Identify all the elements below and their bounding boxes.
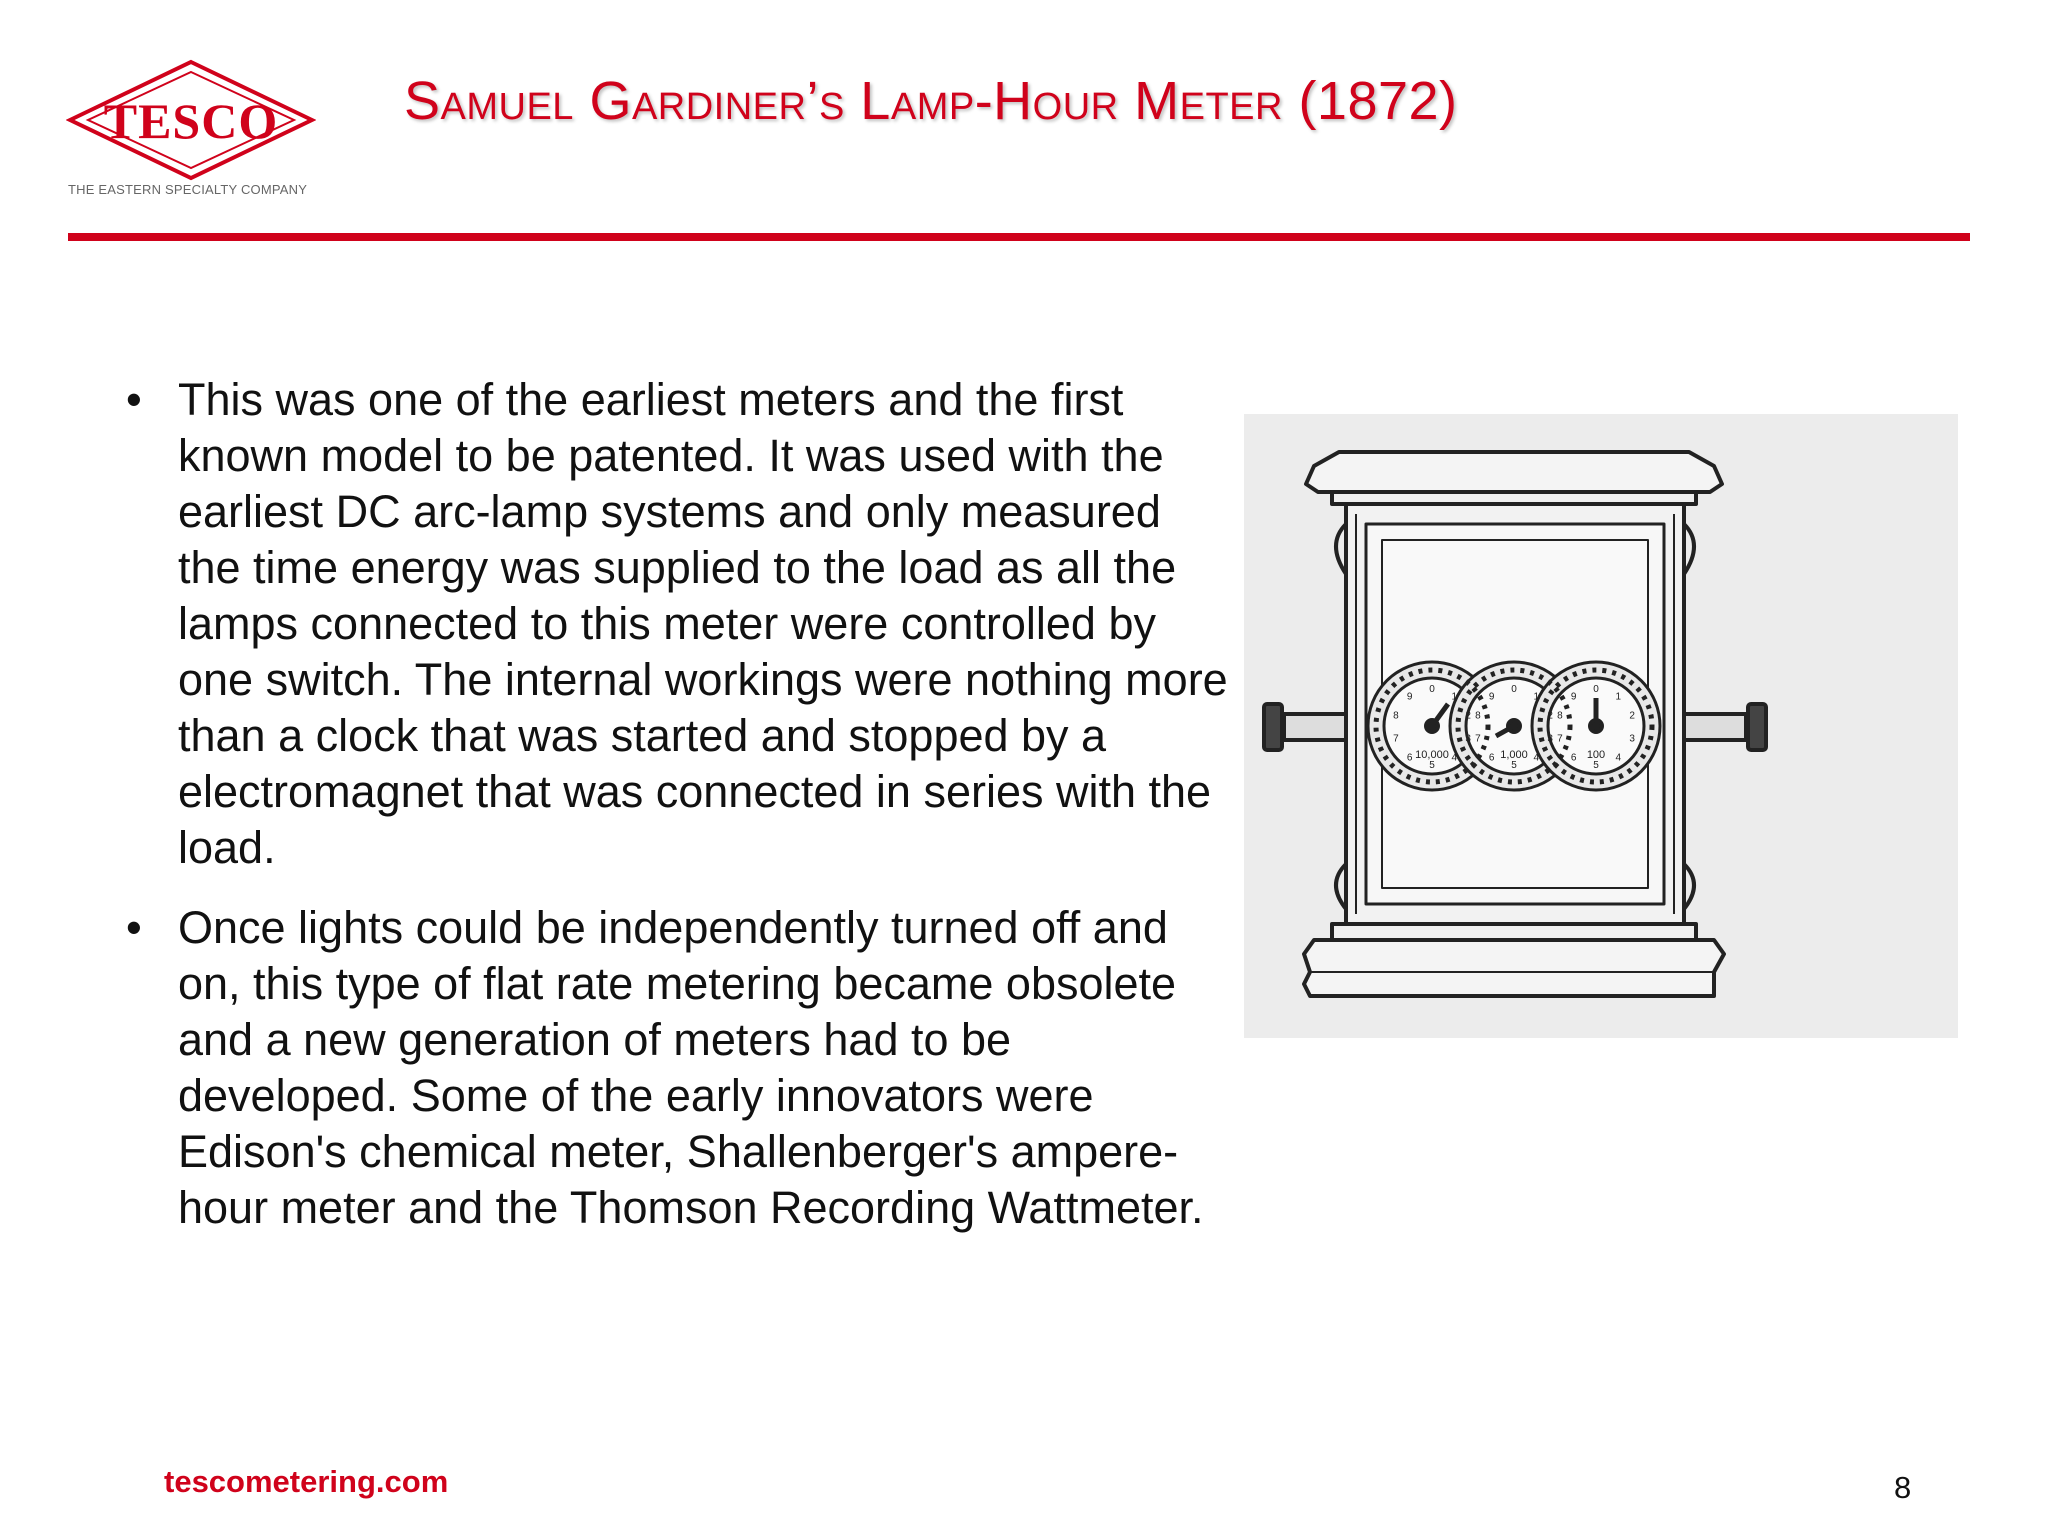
- dial-numeral: 9: [1570, 691, 1577, 703]
- dial-numeral: 7: [1475, 733, 1481, 745]
- bullet-text: Once lights could be independently turned off and on, this type of flat rate metering became obsolete and a new generation of meters had to be developed. Some of the early innovators were Edison's chemical meter, Shallenberger's ampere-hour meter and the Thomson Recording Wattmeter.: [178, 902, 1204, 1233]
- bullet-marker: •: [126, 902, 142, 953]
- bullet-marker: •: [126, 374, 142, 425]
- dial-numeral: 3: [1547, 733, 1553, 745]
- dial-numeral: 5: [1429, 760, 1435, 771]
- dial-numeral: 9: [1488, 691, 1495, 703]
- dial-numeral: 6: [1570, 752, 1577, 764]
- dial-numeral: 1: [1615, 691, 1622, 703]
- dial-numeral: 2: [1547, 710, 1553, 722]
- dial-numeral: 7: [1557, 733, 1563, 745]
- dial-numeral: 1: [1533, 691, 1540, 703]
- page-number: 8: [1894, 1470, 1912, 1505]
- dial-numeral: 9: [1406, 691, 1413, 703]
- logo-tagline: THE EASTERN SPECIALTY COMPANY: [68, 182, 308, 197]
- slide-body: [120, 372, 1230, 1260]
- dial-numeral: 2: [1465, 710, 1471, 722]
- bullet-list: [120, 372, 1230, 1236]
- dial-numeral: 4: [1451, 752, 1458, 764]
- dial-unit-label: 1,000: [1500, 749, 1528, 761]
- slide-title: Samuel Gardiner’s Lamp-Hour Meter (1872): [404, 71, 1458, 131]
- footer-url[interactable]: tescometering.com: [164, 1464, 449, 1499]
- dial-numeral: 7: [1393, 733, 1399, 745]
- dial-numeral: 5: [1511, 760, 1517, 771]
- dial-unit-label: 100: [1586, 749, 1606, 761]
- dial-numeral: 4: [1615, 752, 1622, 764]
- logo-text: TESCO: [103, 93, 279, 149]
- bullet-item: [120, 900, 1230, 1236]
- dial-numeral: 0: [1429, 684, 1435, 695]
- lamp-hour-meter-illustration: [1244, 414, 1958, 1038]
- dial-numeral: 1: [1451, 691, 1458, 703]
- dial-numeral: 2: [1629, 710, 1635, 722]
- dial-numeral: 3: [1629, 733, 1635, 745]
- dial-numeral: 0: [1511, 684, 1517, 695]
- dial-numeral: 6: [1406, 752, 1413, 764]
- dial-numeral: 8: [1393, 710, 1399, 722]
- dial-numeral: 5: [1593, 760, 1599, 771]
- dial-numeral: 8: [1475, 710, 1481, 722]
- bullet-item: [120, 372, 1230, 876]
- bullet-text: This was one of the earliest meters and the first known model to be patented. It was used with the earliest DC arc-lamp systems and only measured the time energy was supplied to the load as all the lamps connected to this meter were controlled by one switch. The internal workings were nothing more than a clock that was started and stopped by a electromagnet that was connected in series with the load.: [178, 374, 1228, 873]
- dial-numeral: 6: [1488, 752, 1495, 764]
- dial-numeral: 3: [1465, 733, 1471, 745]
- dial-numeral: 0: [1593, 684, 1599, 695]
- dial-unit-label: 10,000: [1415, 749, 1449, 761]
- dial-numeral: 8: [1557, 710, 1563, 722]
- title-divider: [68, 233, 1970, 241]
- dial-numeral: 4: [1533, 752, 1540, 764]
- meter-drawing: [1244, 414, 1958, 1038]
